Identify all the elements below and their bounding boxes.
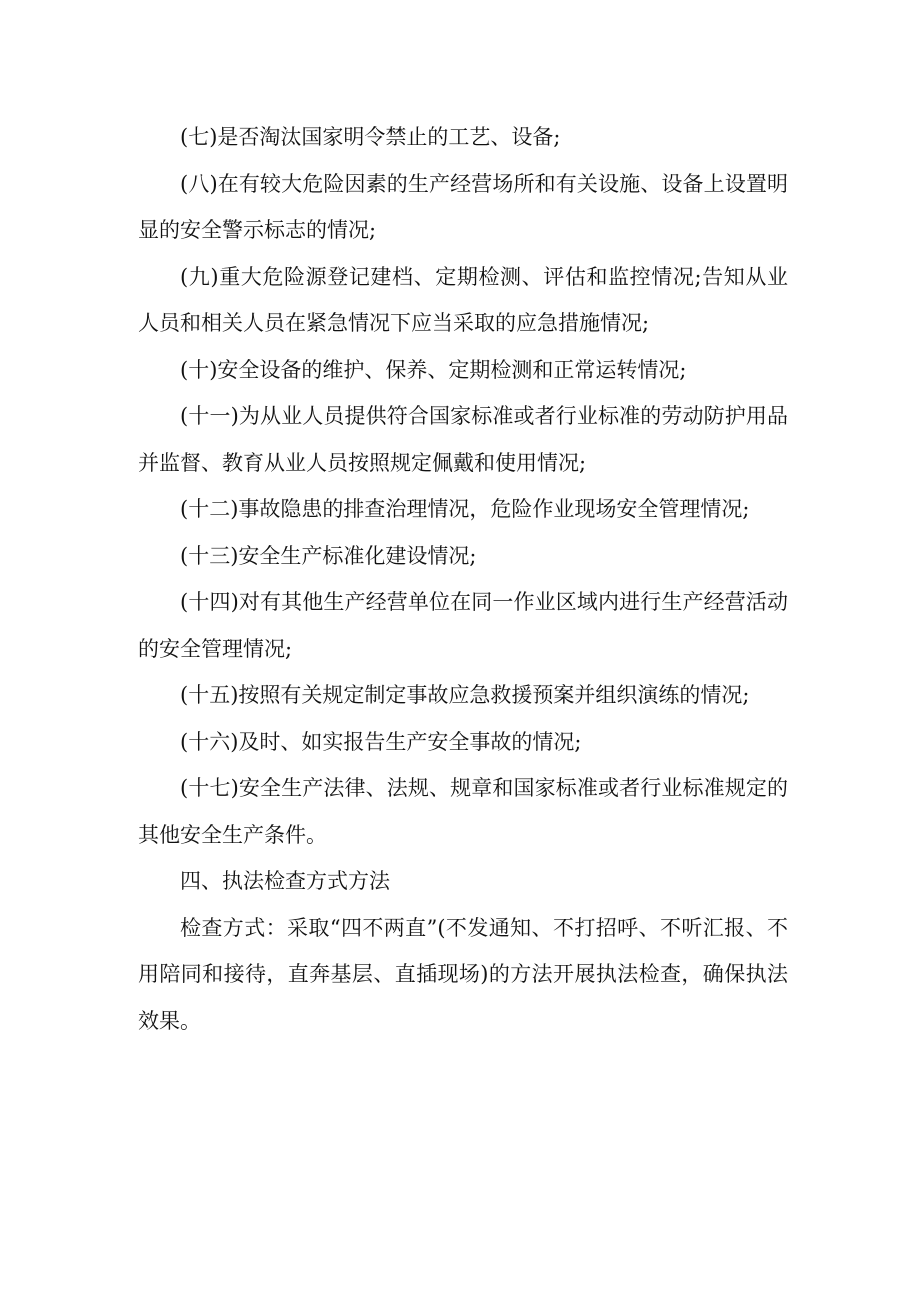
paragraph-item-16: (十六)及时、如实报告生产安全事故的情况; [180, 729, 582, 754]
paragraph-item-8: (八)在有较大危险因素的生产经营场所和有关设施、设备上设置明显的安全警示标志的情况; [138, 171, 788, 242]
paragraph-item-13: (十三)安全生产标准化建设情况; [180, 543, 477, 568]
paragraph-item-10: (十)安全设备的维护、保养、定期检测和正常运转情况; [180, 357, 687, 382]
paragraph-item-14: (十四)对有其他生产经营单位在同一作业区域内进行生产经营活动的安全管理情况; [138, 590, 788, 661]
paragraph-item-12: (十二)事故隐患的排查治理情况，危险作业现场安全管理情况; [180, 497, 750, 521]
paragraph-item-11: (十一)为从业人员提供符合国家标准或者行业标准的劳动防护用品并监督、教育从业人员按照规定佩戴和使用情况; [138, 404, 788, 475]
paragraph-item-15: (十五)按照有关规定制定事故应急救援预案并组织演练的情况; [180, 683, 750, 707]
document-body [138, 114, 788, 1044]
paragraph-item-17: (十七)安全生产法律、法规、规章和国家标准或者行业标准规定的其他安全生产条件。 [138, 776, 788, 847]
paragraph-item-7: (七)是否淘汰国家明令禁止的工艺、设备; [180, 125, 561, 149]
paragraph-item-9: (九)重大危险源登记建档、定期检测、评估和监控情况;告知从业人员和相关人员在紧急情况下应当采取的应急措施情况; [138, 264, 788, 335]
section-heading: 四、执法检查方式方法 [180, 869, 390, 893]
inspection-method-paragraph: 检查方式：采取“四不两直”(不发通知、不打招呼、不听汇报、不用陪同和接待，直奔基层、直插现场)的方法开展执法检查，确保执法效果。 [138, 915, 788, 1033]
